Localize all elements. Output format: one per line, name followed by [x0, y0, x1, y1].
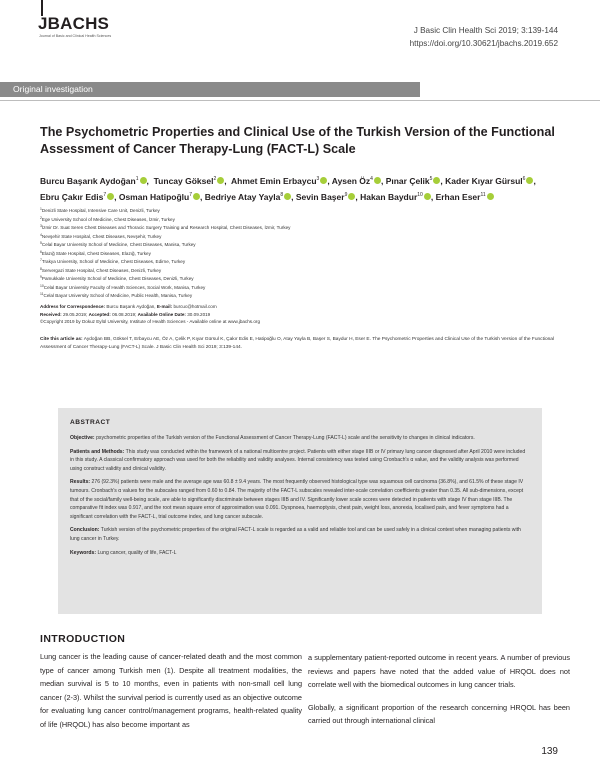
affiliation: $^4$Nevşehir State Hospital, Chest Diseases, Nevşehir, Turkey — [40, 232, 162, 239]
author: Burcu Başarık Aydoğan$^1$ , — [40, 176, 149, 186]
orcid-icon[interactable] — [424, 193, 431, 200]
author: Sevin Başer$^9$ , — [295, 192, 358, 202]
article-title: The Psychometric Properties and Clinical Use of the Turkish Version of the Functional Assessment of Cancer Therapy-Lung (FACT-L) Scale — [40, 125, 555, 156]
author: Aysen $Öz^4$ , — [331, 176, 384, 186]
body-column-right — [308, 651, 570, 728]
affiliation-list — [40, 206, 570, 300]
orcid-icon[interactable] — [374, 177, 381, 184]
affiliation: $^8$Servergazi State Hospital, Chest Diseases, Denizli, Turkey — [40, 266, 162, 273]
abstract-heading: ABSTRACT — [70, 419, 111, 426]
abstract-box — [58, 408, 542, 614]
affiliation: $^5$Celal Bayar University School of Medicine, Chest Diseases, Manisa, Turkey — [40, 241, 196, 248]
correspondence-line: Address for Correspondence: Burcu Başarık Aydoğan, E-mail: burcuc@hotmail.com — [40, 304, 217, 309]
correspondence-block — [40, 303, 570, 326]
introduction-heading: INTRODUCTION — [40, 633, 126, 645]
cite-as: Cite this article as: Aydoğan BB, Göksel T, Erbaycu AE, Öz A, Çelik P, Kıyar Gürsul K, Çakır Edis E, Hatipoğlu O, Atay Yayla B, Başer S, Baydur H, Eser E. The Psychometric Properties and Clinical Use of the Turkish Version of the Functional Assessment of Cancer Therapy-Lung (FACT-L) Scale. J Basic Clin Health Sci 2019; 3:139-144. — [40, 337, 555, 350]
abstract-results: Results: 276 (92.3%) patients were male and the average age was 60.8 ± 9.4 years. The most frequently observed histological type was squamous cell carcinoma (36.8%), and 61.5% of these stage IV tumours. Cronbach's α values for the subscales ranged from 0.60 to 0.84. The majority of the FACT-L subscales revealed inter-scale correlation coefficients greater than 0.35. All sub-dimensions, except that of the social/family well-being scale, are able to significantly discriminate between stages IIIB and IV. Significantly lower scale scores were detected in patients with stage IV than stage IIIB. The comparative fit index was 0.917, and the root mean square error of approximation was 0.091. Dyspnoea, haemoptysis, chest pain, weight loss, anorexia, localised pain, and fever symptoms had a significant correlation with the FACT-L, trial outcome index, and lung cancer subscale. — [70, 479, 524, 520]
citation-line: J Basic Clin Health Sci 2019; 3:139-144 — [413, 26, 558, 35]
orcid-icon[interactable] — [526, 177, 533, 184]
abstract-methods: Patients and Methods: This study was conducted within the framework of a national multicentre project. Patients with either stage IIIB or IV primary lung cancer diagnosed after April 2010 were included in this study. A classical confirmatory approach was used for both the reliability and validity analyses. Internal consistency was tested using Cronbach's α value, and the validity analysis was performed using construct validity and clinical validity. — [70, 448, 526, 472]
dates-line: Received: 29.05.2019; Accepted: 06.08.2019; Available Online Date: 30.09.2019 — [40, 311, 211, 317]
affiliation: $^6$Elazığ State Hospital, Chest Diseases, Elazığ, Turkey — [40, 249, 151, 256]
affiliation: $^7$Trakya University, School of Medicine, Chest Diseases, Edirne, Turkey — [40, 258, 186, 265]
email-link[interactable]: burcuc@hotmail.com — [173, 304, 217, 309]
orcid-icon[interactable] — [348, 193, 355, 200]
author: Pınar Çelik$^5$ , — [385, 176, 443, 186]
author: Ebru Çakır Edis$^7$ , — [40, 192, 117, 202]
orcid-icon[interactable] — [193, 193, 200, 200]
section-label: Original investigation — [0, 82, 420, 97]
logo-tagline: Journal of Basic and Clinical Health Sciences — [39, 34, 112, 38]
divider — [0, 100, 600, 101]
body-paragraph: Globally, a significant proportion of the research concerning HRQOL has been carried out through international clinical — [308, 702, 570, 725]
copyright-line: ©Copyright 2019 by Dokuz Eylül University, Institute of Health Sciences - Available online at www.jbachs.org — [40, 319, 260, 324]
orcid-icon[interactable] — [284, 193, 291, 200]
orcid-icon[interactable] — [140, 177, 147, 184]
journal-citation — [410, 24, 558, 50]
abstract-conclusion: Conclusion: Turkish version of the psychometric properties of the original FACT-L scale is regarded as a valid and reliable tool and can be used safely in a clinical context when managing patients with lung cancer in Turkey. — [70, 527, 521, 542]
orcid-icon[interactable] — [320, 177, 327, 184]
affiliation: $^2$Ege University School of Medicine, Chest Diseases, İzmir, Turkey — [40, 215, 175, 222]
author: Ahmet Emin Erbaycu$^3$ , — [231, 176, 330, 186]
logo-text: JBACHS — [38, 14, 110, 33]
author: Osman Hatipoğlu$^7$ , — [118, 192, 203, 202]
author: Tuncay Göksel$^2$ , — [153, 176, 227, 186]
body-column-left — [40, 650, 302, 731]
affiliation: $^3$İzmir Dr. Suat Seren Chest Diseases and Thoracic Surgery Training and Research Hospital, Chest Diseases, İzmir, Turkey — [40, 224, 291, 231]
author: Erhan Eser$^{11}$ — [436, 192, 494, 202]
author: Kader Kıyar Gürsul$^6$ , — [445, 176, 536, 186]
author: Bedriye Atay Yayla$^8$ , — [204, 192, 294, 202]
abstract-objective: Objective: psychometric properties of the Turkish version of the Functional Assessment of Cancer Therapy-Lung (FACT-L) scale and the sensitivity to changes in clinical indicators. — [70, 435, 475, 441]
page-number: 139 — [541, 746, 558, 757]
author: Hakan Baydur$^{10}$ , — [360, 192, 434, 202]
orcid-icon[interactable] — [107, 193, 114, 200]
abstract-keywords: Keywords: Lung cancer, quality of life, FACT-L — [70, 549, 177, 556]
body-paragraph: Lung cancer is the leading cause of cancer-related death and the most common type of cancer among Turkish men (1). Despite all treatment modalities, the median survival is 5 to 10 months, even in patients with non-small cell lung cancer (2-3). Whilst the survival period is currently used as an objective outcome for evaluating lung cancer control/management programs, health-related quality of life (HRQOL) has also become important as — [40, 652, 302, 729]
affiliation: $^{11}$Celal Bayar University School of Medicine, Public Health, Manisa, Turkey — [40, 292, 193, 299]
body-paragraph: a supplementary patient-reported outcome in recent years. A number of previous reviews and papers have noted that the added value of HRQOL does not correlate well with the biomedical outcomes in lung cancer trials. — [308, 653, 570, 689]
orcid-icon[interactable] — [487, 193, 494, 200]
orcid-icon[interactable] — [217, 177, 224, 184]
affiliation: $^{10}$Celal Bayar University Faculty of Health Sciences, Social Work, Manisa, Turkey — [40, 283, 206, 290]
journal-logo — [38, 0, 118, 52]
author-list — [40, 172, 570, 204]
doi-link[interactable]: https://doi.org/10.30621/jbachs.2019.652 — [409, 39, 558, 48]
affiliation: $^9$Pamukkale University School of Medicine, Chest Diseases, Denizli, Turkey — [40, 275, 194, 282]
affiliation: $^1$Denizli State Hospital, Intensive Care Unit, Denizli, Turkey — [40, 207, 160, 213]
orcid-icon[interactable] — [433, 177, 440, 184]
